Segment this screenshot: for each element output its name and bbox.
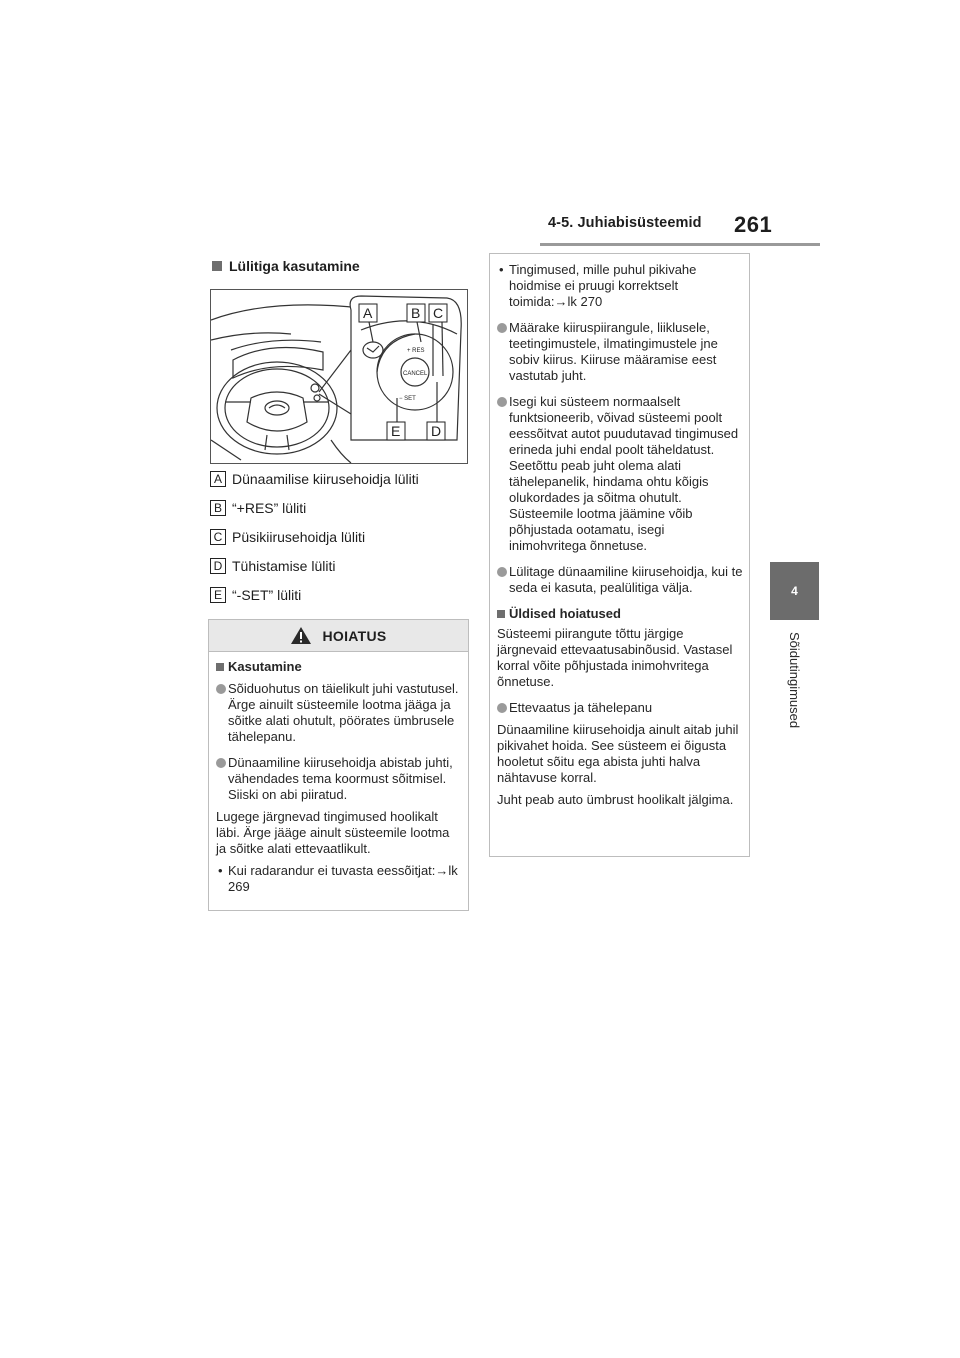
legend-item — [210, 528, 365, 546]
legend-letter: D — [210, 558, 226, 574]
right-bullet-text: Tingimused, mille puhul pikivahe hoidmise ei pruugi korrektselt toimida:→lk 270 — [509, 262, 697, 309]
switch-label-set: − SET — [399, 396, 416, 402]
chapter-tab: 4 — [770, 562, 819, 620]
circle-bullet-icon — [497, 703, 507, 713]
right-dot-text: Ettevaatus ja tähelepanu — [509, 700, 653, 715]
warning-subheading — [216, 659, 462, 675]
callout-b: B — [411, 305, 421, 321]
callout-d: D — [431, 423, 442, 439]
warning-content — [216, 659, 462, 895]
legend-letter: B — [210, 500, 226, 516]
steering-wheel-illustration — [211, 290, 467, 463]
continued-warning-box — [489, 253, 750, 857]
warning-title: HOIATUS — [322, 627, 387, 644]
legend-text: Püsikiirusehoidja lüliti — [232, 529, 366, 545]
legend-text: Dünaamilise kiirusehoidja lüliti — [232, 471, 419, 487]
continued-warning-content — [497, 262, 743, 808]
right-dot-text: Määrake kiiruspiirangule, liiklusele, teetingimustele, ilmatingimustele jne sobiv kiirus. Kiiruse määramise eest vastutab juht. — [509, 320, 718, 383]
right-paragraph: Juht peab auto ümbrust hoolikalt jälgima. — [497, 792, 734, 807]
square-bullet-icon — [212, 261, 222, 271]
right-subheading — [497, 606, 743, 622]
right-dot-item — [497, 564, 743, 596]
legend-letter: E — [210, 587, 226, 603]
right-dot-text: Lülitage dünaamiline kiirusehoidja, kui te seda ei kasuta, pealülitiga välja. — [509, 564, 743, 595]
circle-bullet-icon — [497, 323, 507, 333]
legend-item — [210, 557, 335, 575]
circle-bullet-icon — [216, 758, 226, 768]
right-dot-item — [497, 394, 743, 554]
callout-a: A — [363, 305, 373, 321]
warning-header — [209, 620, 468, 652]
legend-item — [210, 586, 301, 604]
square-bullet-icon — [216, 663, 224, 671]
circle-bullet-icon — [497, 567, 507, 577]
right-paragraph: Dünaamiline kiirusehoidja ainult aitab juhil pikivahet hoida. See süsteem ei õigusta hooletut sõitu ega abista juhti halva nähtavuse korral. — [497, 722, 739, 785]
switch-label-cancel: CANCEL — [403, 371, 428, 377]
bullet-icon: • — [218, 863, 223, 878]
legend-text: “-SET” lüliti — [232, 587, 302, 603]
callout-e: E — [391, 423, 401, 439]
switch-label-res: + RES — [407, 348, 425, 354]
warning-paragraph: Lugege järgnevad tingimused hoolikalt läbi. Ärge jääge ainult süsteemile lootma ja sõitke alati ettevaatlikult. — [216, 809, 450, 856]
right-dot-item — [497, 700, 743, 716]
steering-wheel-figure — [210, 289, 468, 464]
page-number: 261 — [734, 212, 773, 237]
right-dot-item — [497, 320, 743, 384]
warning-dot-text: Dünaamiline kiirusehoidja abistab juhti, vähendades tema koormust sõitmisel. Siiski on abi piiratud. — [228, 755, 453, 802]
warning-bullet-item — [216, 863, 462, 895]
legend-letter: A — [210, 471, 226, 487]
chapter-label: Sõidutingimused — [787, 632, 802, 729]
warning-triangle-icon — [290, 626, 312, 645]
right-dot-text: Isegi kui süsteem normaalselt funktsioneerib, võivad süsteemi poolt eessõitvat autot puudutavad tingimused erineda juhi endal poolt täheldatust. Seetõttu peab juht olema alati tähelepanelik, hindama ohtu kõigis olukordades ja sõitma ohutult. Süsteemile lootma jäämine võib põhjustada ootamatu, isegi inimohvritega õnnetuse. — [509, 394, 739, 553]
circle-bullet-icon — [497, 397, 507, 407]
legend-text: Tühistamise lüliti — [232, 558, 336, 574]
legend-item — [210, 470, 419, 488]
warning-dot-item — [216, 681, 462, 745]
legend-letter: C — [210, 529, 226, 545]
warning-subheading-text: Kasutamine — [228, 659, 302, 674]
section-heading-text: Lülitiga kasutamine — [229, 258, 360, 274]
warning-dot-text: Sõiduohutus on täielikult juhi vastutusel. Ärge ainuilt süsteemile lootma jääga ja sõitke alati ohutult, pöörates ümbrusele tähelepanu. — [228, 681, 459, 744]
warning-bullet-text: Kui radarandur ei tuvasta eessõitjat:→lk 269 — [228, 863, 458, 894]
header-divider — [540, 243, 820, 246]
square-bullet-icon — [497, 610, 505, 618]
legend-text: “+RES” lüliti — [232, 500, 307, 516]
right-bullet-item — [497, 262, 743, 310]
section-heading — [212, 258, 360, 274]
warning-dot-item — [216, 755, 462, 803]
warning-box — [208, 619, 469, 911]
legend-item — [210, 499, 306, 517]
circle-bullet-icon — [216, 684, 226, 694]
right-subheading-text: Üldised hoiatused — [509, 606, 621, 621]
section-title: 4-5. Juhiabisüsteemid — [548, 215, 702, 231]
callout-c: C — [433, 305, 444, 321]
right-paragraph: Süsteemi piirangute tõttu järgige järgnevaid ettevaatusabinõusid. Vastasel korral võite põhjustada inimohvritega õnnetuse. — [497, 626, 733, 689]
bullet-icon: • — [499, 262, 504, 277]
